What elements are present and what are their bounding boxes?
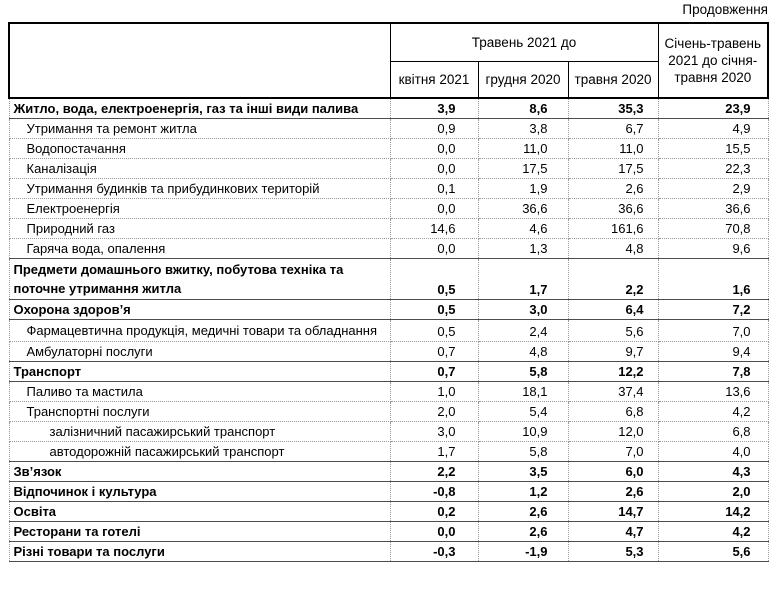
row-value: 14,2: [658, 502, 768, 522]
row-value: 11,0: [568, 139, 658, 159]
row-value: 35,3: [568, 98, 658, 119]
row-value: 6,4: [568, 300, 658, 320]
row-value: 0,7: [390, 362, 478, 382]
row-label: Житло, вода, електроенергія, газ та інші види палива: [9, 98, 390, 119]
row-value: -0,8: [390, 482, 478, 502]
row-value: 0,5: [390, 320, 478, 342]
row-value: 6,8: [658, 422, 768, 442]
table-row: [9, 219, 768, 239]
row-value: 1,3: [478, 239, 568, 259]
row-value: 2,6: [478, 502, 568, 522]
row-value: 6,0: [568, 462, 658, 482]
row-value: 0,0: [390, 159, 478, 179]
row-value: 0,9: [390, 119, 478, 139]
row-label: Фармацевтична продукція, медичні товари та обладнання: [9, 320, 390, 342]
row-value: 4,2: [658, 522, 768, 542]
table-row: [9, 259, 768, 300]
row-value: 4,6: [478, 219, 568, 239]
header-sub-label-april: квітня 2021: [390, 62, 478, 99]
row-value: 0,0: [390, 522, 478, 542]
row-value: 4,0: [658, 442, 768, 462]
row-label: Транспорт: [9, 362, 390, 382]
row-value: 36,6: [658, 199, 768, 219]
row-value: 1,2: [478, 482, 568, 502]
row-label: Амбулаторні послуги: [9, 342, 390, 362]
row-value: 10,9: [478, 422, 568, 442]
header-period-label: Січень-травень 2021 до січня-травня 2020: [658, 23, 768, 98]
row-value: 18,1: [478, 382, 568, 402]
row-label: автодорожній пасажирський транспорт: [9, 442, 390, 462]
row-label: Каналізація: [9, 159, 390, 179]
row-value: 1,9: [478, 179, 568, 199]
table-row: [9, 402, 768, 422]
table-body: [9, 98, 768, 562]
row-value: 36,6: [568, 199, 658, 219]
row-value: 5,6: [568, 320, 658, 342]
row-label: Різні товари та послуги: [9, 542, 390, 562]
row-value: 13,6: [658, 382, 768, 402]
header-sub-label-may: травня 2020: [568, 62, 658, 99]
row-label: Зв’язок: [9, 462, 390, 482]
table-row: [9, 139, 768, 159]
table-row: [9, 502, 768, 522]
row-value: 4,9: [658, 119, 768, 139]
table-row: [9, 522, 768, 542]
row-value: 37,4: [568, 382, 658, 402]
row-value: 2,2: [568, 259, 658, 300]
row-value: 9,4: [658, 342, 768, 362]
row-value: 0,0: [390, 139, 478, 159]
row-value: 12,0: [568, 422, 658, 442]
row-value: -0,3: [390, 542, 478, 562]
row-value: 9,6: [658, 239, 768, 259]
row-label: Ресторани та готелі: [9, 522, 390, 542]
row-value: 0,0: [390, 199, 478, 219]
row-value: 70,8: [658, 219, 768, 239]
row-value: 4,2: [658, 402, 768, 422]
row-value: 17,5: [568, 159, 658, 179]
row-value: 2,9: [658, 179, 768, 199]
table-row: [9, 442, 768, 462]
row-value: 3,8: [478, 119, 568, 139]
row-value: 7,0: [568, 442, 658, 462]
table-row: [9, 119, 768, 139]
row-value: 5,8: [478, 362, 568, 382]
row-value: 36,6: [478, 199, 568, 219]
row-value: 12,2: [568, 362, 658, 382]
row-label: Утримання будинків та прибудинкових територій: [9, 179, 390, 199]
table-row: [9, 179, 768, 199]
row-value: 2,6: [478, 522, 568, 542]
row-label: Транспортні послуги: [9, 402, 390, 422]
table-row: [9, 462, 768, 482]
table-row: [9, 199, 768, 219]
table-row: [9, 320, 768, 342]
table-row: [9, 300, 768, 320]
table-row: [9, 362, 768, 382]
row-value: 5,6: [658, 542, 768, 562]
row-value: 5,8: [478, 442, 568, 462]
row-value: 2,4: [478, 320, 568, 342]
row-value: 6,7: [568, 119, 658, 139]
row-label: Електроенергія: [9, 199, 390, 219]
row-label: Паливо та мастила: [9, 382, 390, 402]
row-value: 5,4: [478, 402, 568, 422]
row-label: залізничний пасажирський транспорт: [9, 422, 390, 442]
row-value: 1,7: [478, 259, 568, 300]
table-row: [9, 159, 768, 179]
row-value: -1,9: [478, 542, 568, 562]
row-label: Природний газ: [9, 219, 390, 239]
row-value: 3,9: [390, 98, 478, 119]
row-value: 7,0: [658, 320, 768, 342]
row-value: 0,5: [390, 259, 478, 300]
row-value: 2,0: [390, 402, 478, 422]
table-row: [9, 98, 768, 119]
row-value: 7,2: [658, 300, 768, 320]
row-value: 4,8: [568, 239, 658, 259]
continuation-label: Продовження: [682, 2, 768, 17]
row-value: 23,9: [658, 98, 768, 119]
row-value: 0,5: [390, 300, 478, 320]
row-value: 4,3: [658, 462, 768, 482]
row-value: 17,5: [478, 159, 568, 179]
table-header: [9, 23, 768, 98]
row-label: Предмети домашнього вжитку, побутова техніка та поточне утримання житла: [9, 259, 390, 300]
header-corner-cell: [9, 23, 390, 98]
table-row: [9, 342, 768, 362]
row-value: 2,6: [568, 482, 658, 502]
row-value: 22,3: [658, 159, 768, 179]
row-label: Водопостачання: [9, 139, 390, 159]
row-value: 8,6: [478, 98, 568, 119]
row-value: 1,6: [658, 259, 768, 300]
header-group-label: Травень 2021 до: [390, 23, 658, 62]
row-value: 0,0: [390, 239, 478, 259]
row-value: 1,7: [390, 442, 478, 462]
row-label: Охорона здоров’я: [9, 300, 390, 320]
row-value: 3,0: [390, 422, 478, 442]
header-sub-label-december: грудня 2020: [478, 62, 568, 99]
row-value: 2,6: [568, 179, 658, 199]
row-label: Гаряча вода, опалення: [9, 239, 390, 259]
row-value: 6,8: [568, 402, 658, 422]
table-row: [9, 422, 768, 442]
row-value: 2,0: [658, 482, 768, 502]
row-value: 0,2: [390, 502, 478, 522]
row-value: 161,6: [568, 219, 658, 239]
row-value: 7,8: [658, 362, 768, 382]
row-value: 3,0: [478, 300, 568, 320]
row-value: 4,7: [568, 522, 658, 542]
table-row: [9, 239, 768, 259]
row-value: 11,0: [478, 139, 568, 159]
row-value: 5,3: [568, 542, 658, 562]
row-value: 1,0: [390, 382, 478, 402]
row-value: 0,7: [390, 342, 478, 362]
row-value: 14,7: [568, 502, 658, 522]
row-value: 2,2: [390, 462, 478, 482]
price-index-table: [8, 22, 769, 562]
row-value: 9,7: [568, 342, 658, 362]
row-value: 15,5: [658, 139, 768, 159]
row-value: 3,5: [478, 462, 568, 482]
table-row: [9, 542, 768, 562]
row-label: Освіта: [9, 502, 390, 522]
table-row: [9, 382, 768, 402]
row-value: 0,1: [390, 179, 478, 199]
row-value: 14,6: [390, 219, 478, 239]
row-value: 4,8: [478, 342, 568, 362]
row-label: Відпочинок і культура: [9, 482, 390, 502]
table-row: [9, 482, 768, 502]
row-label: Утримання та ремонт житла: [9, 119, 390, 139]
